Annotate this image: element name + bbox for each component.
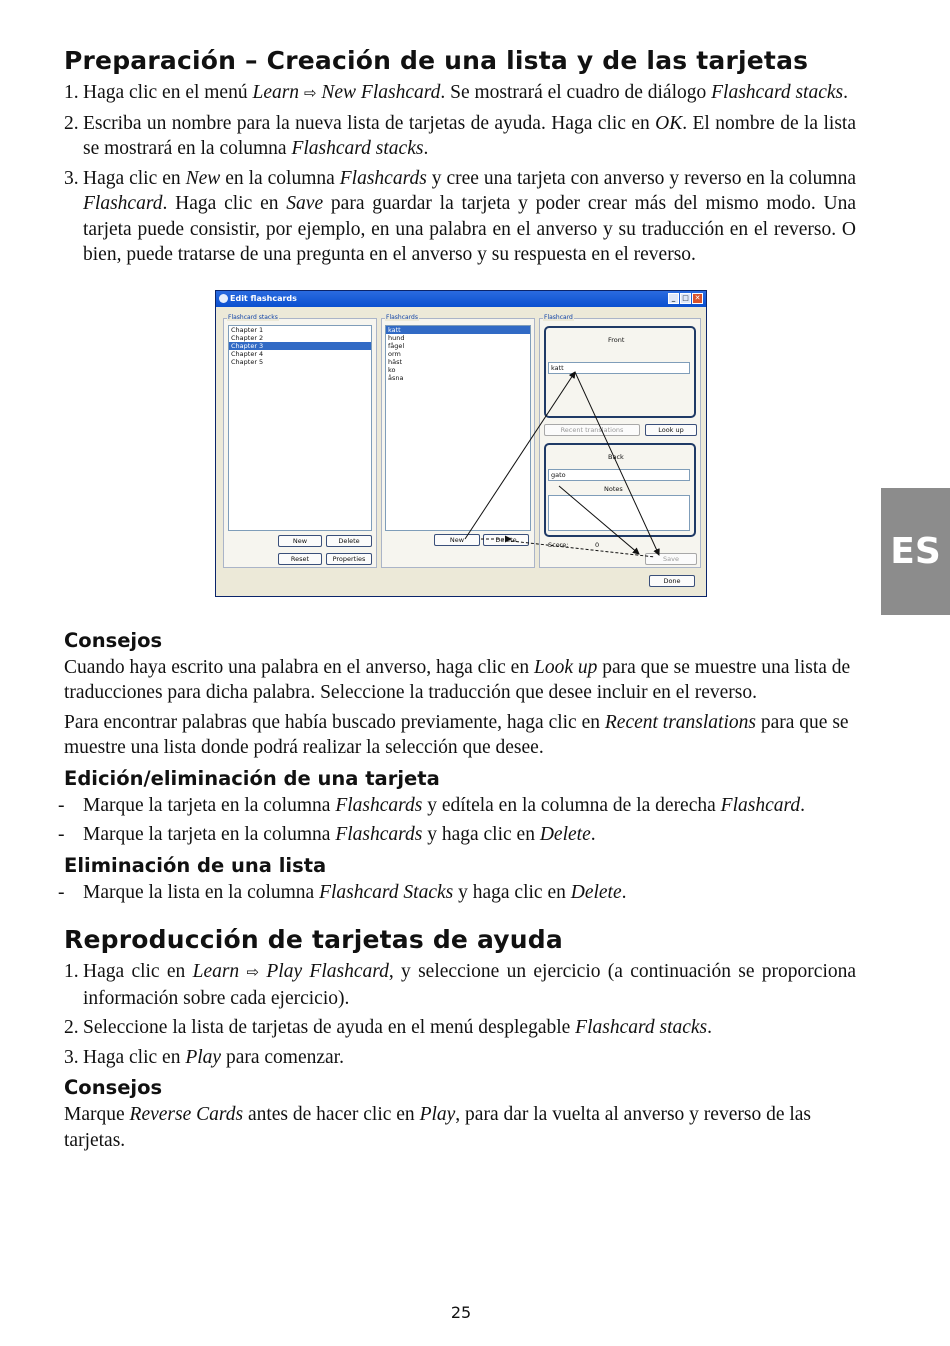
window-title: Edit flashcards (230, 293, 297, 303)
card-new-button[interactable]: New (434, 534, 480, 546)
list-item[interactable]: katt (386, 326, 530, 334)
list-item: - Marque la tarjeta en la columna Flashcards y haga clic en Delete. (58, 824, 596, 845)
step-item: 2. Seleccione la lista de tarjetas de ayuda en el menú desplegable Flashcard stacks. (64, 1017, 713, 1038)
list-item[interactable]: åsna (388, 373, 404, 382)
list-item[interactable]: häst (388, 357, 403, 366)
arrow-front-to-save (575, 372, 659, 555)
front-field[interactable]: katt (548, 362, 690, 374)
step-item: 3. Haga clic en New en la columna Flashcards y cree una tarjeta con anverso y reverso en la columna Flashcard. Haga clic en Save para guardar la tarjeta y poder crear más del mismo modo. Una tarjeta puede consistir, por ejemplo, en una palabra en el anverso y su traducción en el reverso. O bien, puede tratarse de una pregunta en el anverso y su respuesta en el reverso. (64, 167, 857, 265)
list-item: - Marque la lista en la columna Flashcard Stacks y haga clic en Delete. (58, 881, 627, 903)
list-item[interactable]: fågel (388, 341, 405, 350)
list-item[interactable]: ko (388, 365, 396, 374)
tips-paragraph: Cuando haya escrito una palabra en el anverso, haga clic en Look up para que se muestre una lista de traducciones para dicha palabra. Seleccione la traducción que desee incluir en el reverso. (64, 656, 851, 703)
maximize-icon[interactable]: □ (680, 293, 691, 304)
score-label: Score: (548, 540, 569, 549)
delete-list-items (58, 880, 856, 906)
list-item[interactable]: Chapter 3 (229, 342, 371, 350)
flashcard-group-label: Flashcard (544, 313, 573, 321)
step-item: 1. Haga clic en el menú Learn ⇨ New Flashcard. Se mostrará el cuadro de diálogo Flashcard stacks. (64, 82, 848, 103)
done-button[interactable]: Done (649, 575, 695, 587)
list-item[interactable]: Chapter 2 (231, 333, 264, 342)
step-item: 3. Haga clic en Play para comenzar. (64, 1046, 344, 1068)
minimize-icon[interactable]: _ (668, 293, 679, 304)
close-icon[interactable]: ✕ (692, 293, 703, 304)
look-up-button[interactable]: Look up (645, 424, 697, 436)
arrow-new-to-front (465, 372, 575, 539)
page-number: 25 (450, 1303, 472, 1322)
stack-delete-button[interactable]: Delete (326, 535, 372, 547)
stack-reset-button[interactable]: Reset (278, 553, 322, 565)
edit-flashcards-screenshot (215, 290, 707, 597)
stack-properties-button[interactable]: Properties (326, 553, 372, 565)
section-title-playback: Reproducción de tarjetas de ayuda (64, 925, 563, 954)
stack-new-button[interactable]: New (278, 535, 322, 547)
list-item[interactable]: hund (388, 333, 405, 342)
list-item[interactable]: Chapter 5 (231, 357, 264, 366)
save-button[interactable]: Save (645, 553, 697, 565)
tips-heading-2: Consejos (64, 1076, 163, 1099)
back-field[interactable]: gato (548, 469, 690, 481)
delete-list-heading: Eliminación de una lista (64, 853, 327, 877)
preparation-steps (64, 80, 856, 268)
edit-card-heading: Edición/eliminación de una tarjeta (64, 766, 440, 790)
tips-heading-1: Consejos (64, 628, 163, 652)
list-item[interactable]: orm (388, 349, 401, 358)
score-value: 0 (595, 540, 600, 549)
language-tab: ES (881, 488, 950, 615)
callout-arrows (215, 290, 707, 597)
list-item: - Marque la tarjeta en la columna Flashcards y edítela en la columna de la derecha Flashcard. (58, 794, 805, 816)
playback-steps (64, 959, 856, 1070)
card-delete-button[interactable]: Delete (483, 534, 529, 546)
step-item: 1. Haga clic en Learn ⇨ Play Flashcard, y seleccione un ejercicio (a continuación se proporciona información sobre cada ejercicio). (64, 961, 857, 1009)
step-item: 2. Escriba un nombre para la nueva lista de tarjetas de ayuda. Haga clic en OK. El nombre de la lista se mostrará en la columna Flashcard stacks. (64, 112, 856, 159)
back-label: Back (608, 452, 624, 461)
stacks-group-label: Flashcard stacks (228, 313, 278, 321)
arrow-back-to-save (559, 486, 639, 554)
recent-translations-button[interactable]: Recent translations (544, 424, 640, 436)
edit-card-list (58, 793, 856, 848)
notes-label: Notes (604, 484, 623, 493)
tips-paragraph: Marque Reverse Cards antes de hacer clic en Play, para dar la vuelta al anverso y reverso de las tarjetas. (64, 1104, 812, 1151)
list-item[interactable]: Chapter 1 (231, 325, 264, 334)
section-title-preparation: Preparación – Creación de una lista y de las tarjetas (64, 46, 809, 75)
page-content (58, 44, 857, 1157)
list-item[interactable]: Chapter 4 (231, 349, 264, 358)
flashcards-group-label: Flashcards (386, 313, 418, 321)
front-label: Front (608, 335, 625, 344)
tips-paragraph: Para encontrar palabras que había buscado previamente, haga clic en Recent translations para que se muestre una lista donde podrá realizar la selección que desee. (64, 711, 849, 758)
